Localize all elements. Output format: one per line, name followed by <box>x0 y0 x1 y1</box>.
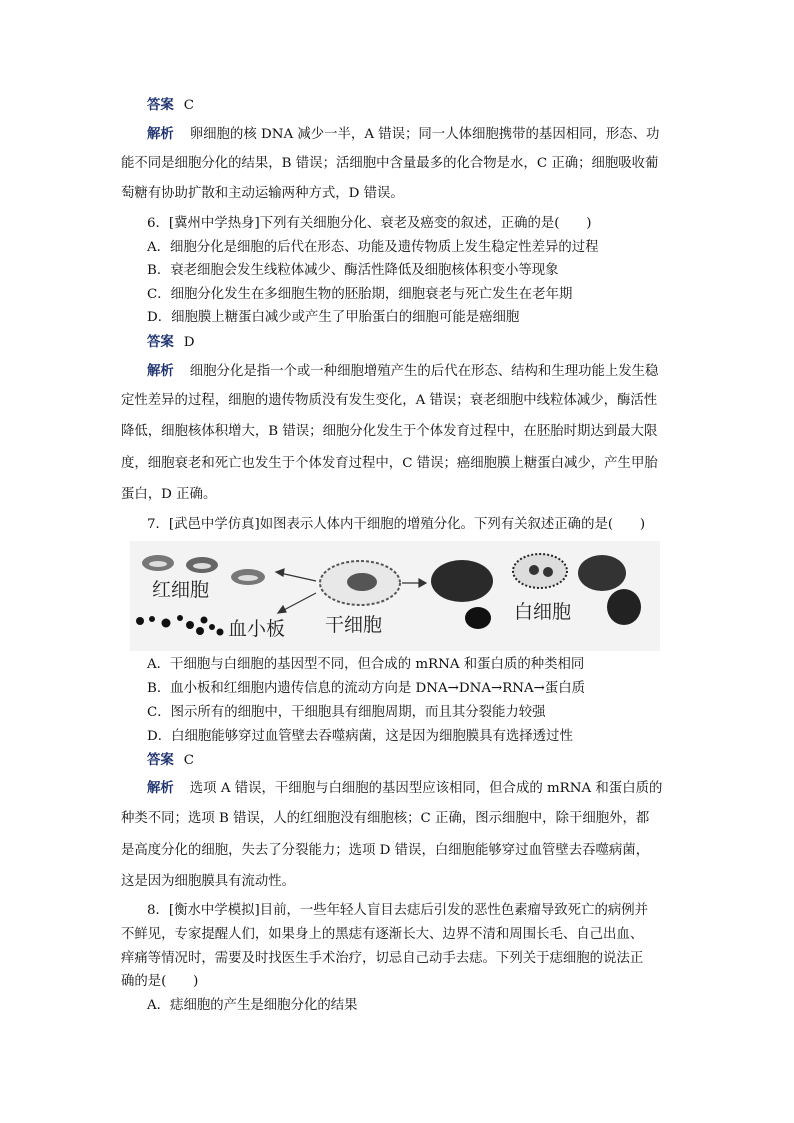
answer-value: D <box>183 335 195 350</box>
analysis-text: 定性差异的过程，细胞的遗传物质没有发生变化，A 错误；衰老细胞中线粒体减少，酶活性 <box>121 393 658 408</box>
analysis-text: 这是因为细胞膜具有流动性。 <box>121 874 296 889</box>
question-stem: 7．[武邑中学仿真]如图表示人体内干细胞的增殖分化。下列有关叙述正确的是( ) <box>147 517 646 532</box>
analysis-text: 卵细胞的核 DNA 减少一半，A 错误；同一人体细胞携带的基因相同，形态、功 <box>189 127 660 142</box>
analysis-text: 萄糖有协助扩散和主动运输两种方式，D 错误。 <box>121 186 404 201</box>
analysis-text: 是高度分化的细胞，失去了分裂能力；选项 D 错误，白细胞能够穿过血管壁去吞噬病菌， <box>121 843 650 858</box>
label-platelet: 血小板 <box>228 618 286 640</box>
answer-value: C <box>183 753 195 768</box>
analysis-text: 选项 A 错误，干细胞与白细胞的基因型应该相同，但合成的 mRNA 和蛋白质的 <box>189 781 663 796</box>
answer-label: 答案 <box>147 752 174 768</box>
figure-background <box>130 541 660 651</box>
question-stem: 8．[衡水中学模拟]目前，一些年轻人盲目去痣后引发的恶性色素瘤导致死亡的病例并 <box>147 903 649 918</box>
answer-line <box>147 333 195 352</box>
label-white-blood-cell: 白细胞 <box>514 601 572 623</box>
option-b: B．血小板和红细胞内遗传信息的流动方向是 DNA→DNA→RNA→蛋白质 <box>147 681 586 696</box>
analysis-text: 蛋白，D 正确。 <box>121 487 217 502</box>
analysis-text: 度，细胞衰老和死亡也发生于个体发育过程中，C 错误；癌细胞膜上糖蛋白减少，产生甲胎 <box>121 456 658 471</box>
analysis-text: 种类不同；选项 B 错误，人的红细胞没有细胞核；C 正确，图示细胞中，除干细胞外，都 <box>121 811 650 826</box>
label-stem-cell: 干细胞 <box>325 614 383 636</box>
option-a: A．干细胞与白细胞的基因型不同，但合成的 mRNA 和蛋白质的种类相同 <box>147 657 585 672</box>
option-d: D．白细胞能够穿过血管壁去吞噬病菌，这是因为细胞膜具有选择透过性 <box>147 729 573 744</box>
option-b: B．衰老细胞会发生线粒体减少、酶活性降低及细胞核体积变小等现象 <box>147 263 559 278</box>
analysis-line <box>147 362 658 381</box>
stem-cell <box>320 561 400 605</box>
question-stem: 6．[冀州中学热身]下列有关细胞分化、衰老及癌变的叙述，正确的是( ) <box>147 216 592 231</box>
analysis-label: 解析 <box>147 363 174 379</box>
option-a: A．细胞分化是细胞的后代在形态、功能及遗传物质上发生稳定性差异的过程 <box>147 240 599 255</box>
option-d: D．细胞膜上糖蛋白减少或产生了甲胎蛋白的细胞可能是癌细胞 <box>147 310 520 325</box>
analysis-line <box>147 779 662 798</box>
analysis-text: 降低，细胞核体积增大，B 错误；细胞分化发生于个体发育过程中，在胚胎时期达到最大限 <box>121 424 658 439</box>
answer-value: C <box>183 98 195 113</box>
answer-line <box>147 751 194 770</box>
answer-label: 答案 <box>147 97 174 113</box>
analysis-text: 细胞分化是指一个或一种细胞增殖产生的后代在形态、结构和生理功能上发生稳 <box>189 364 659 379</box>
answer-label: 答案 <box>147 334 174 350</box>
option-a: A．痣细胞的产生是细胞分化的结果 <box>147 998 358 1013</box>
stem-cell-figure <box>130 541 660 651</box>
question-stem: 确的是( ) <box>121 974 199 989</box>
option-c: C．图示所有的细胞中，干细胞具有细胞周期，而且其分裂能力较强 <box>147 705 546 720</box>
option-c: C．细胞分化发生在多细胞生物的胚胎期，细胞衰老与死亡发生在老年期 <box>147 287 573 302</box>
analysis-text: 能不同是细胞分化的结果，B 错误；活细胞中含量最多的化合物是水，C 正确；细胞吸收葡 <box>121 156 659 171</box>
analysis-label: 解析 <box>147 126 174 142</box>
label-red-blood-cell: 红细胞 <box>152 579 210 601</box>
answer-line <box>147 96 194 115</box>
question-stem: 不鲜见，专家提醒人们，如果身上的黑痣有逐渐长大、边界不清和周围长毛、自己出血、 <box>121 927 644 942</box>
analysis-label: 解析 <box>147 780 174 796</box>
analysis-line <box>147 125 659 144</box>
question-stem: 痒痛等情况时，需要及时找医生手术治疗，切忌自己动手去痣。下列关于痣细胞的说法正 <box>121 951 644 966</box>
